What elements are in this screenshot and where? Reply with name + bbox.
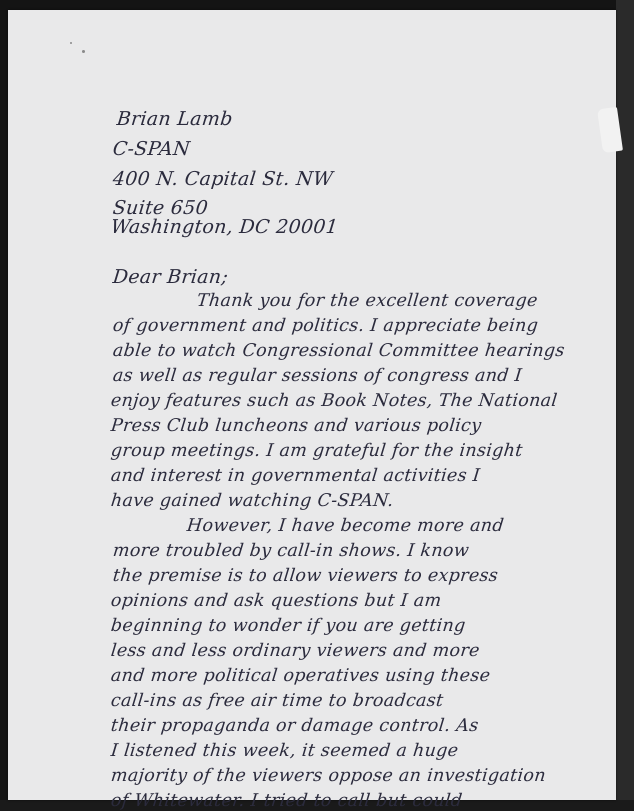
letter-line: able to watch Congressional Committee hearings	[111, 341, 566, 361]
letter-line: Thank you for the excellent coverage	[195, 291, 539, 311]
letter-line: and interest in governmental activities I	[109, 466, 482, 486]
recipient-name: Brian Lamb	[115, 108, 234, 130]
letter-line: and more political operatives using these	[109, 666, 492, 686]
paper-speck	[70, 42, 72, 44]
letter-line: group meetings. I am grateful for the insight	[109, 441, 524, 461]
letter-line: the premise is to allow viewers to express	[111, 566, 500, 586]
letter-line: of Whitewater. I tried to call but could	[109, 791, 464, 811]
recipient-city: Washington, DC 20001	[109, 216, 340, 238]
letter-line: I listened this week, it seemed a huge	[109, 741, 460, 761]
letter-line: Press Club luncheons and various policy	[109, 416, 483, 436]
letter-line: opinions and ask questions but I am	[109, 591, 443, 611]
letter-line: of government and politics. I appreciate being	[111, 316, 540, 336]
recipient-street: 400 N. Capital St. NW	[111, 168, 335, 190]
letter-line: beginning to wonder if you are getting	[109, 616, 467, 636]
letter-line: as well as regular sessions of congress and I	[111, 366, 523, 386]
letter-line: call-ins as free air time to broadcast	[109, 691, 445, 711]
letter-line: less and less ordinary viewers and more	[109, 641, 481, 661]
recipient-org: C-SPAN	[111, 138, 192, 160]
letter-line: more troubled by call-in shows. I know	[111, 541, 471, 561]
letter-line: their propaganda or damage control. As	[109, 716, 480, 736]
letter-page	[8, 10, 616, 811]
paper-speck	[82, 50, 85, 53]
recipient-suite: Suite 650	[111, 197, 210, 219]
letter-line: enjoy features such as Book Notes, The National	[109, 391, 559, 411]
letter-line: have gained watching C-SPAN.	[109, 491, 395, 511]
salutation: Dear Brian;	[111, 266, 230, 288]
letter-line: However, I have become more and	[185, 516, 505, 536]
letter-line: majority of the viewers oppose an investigation	[109, 766, 547, 786]
